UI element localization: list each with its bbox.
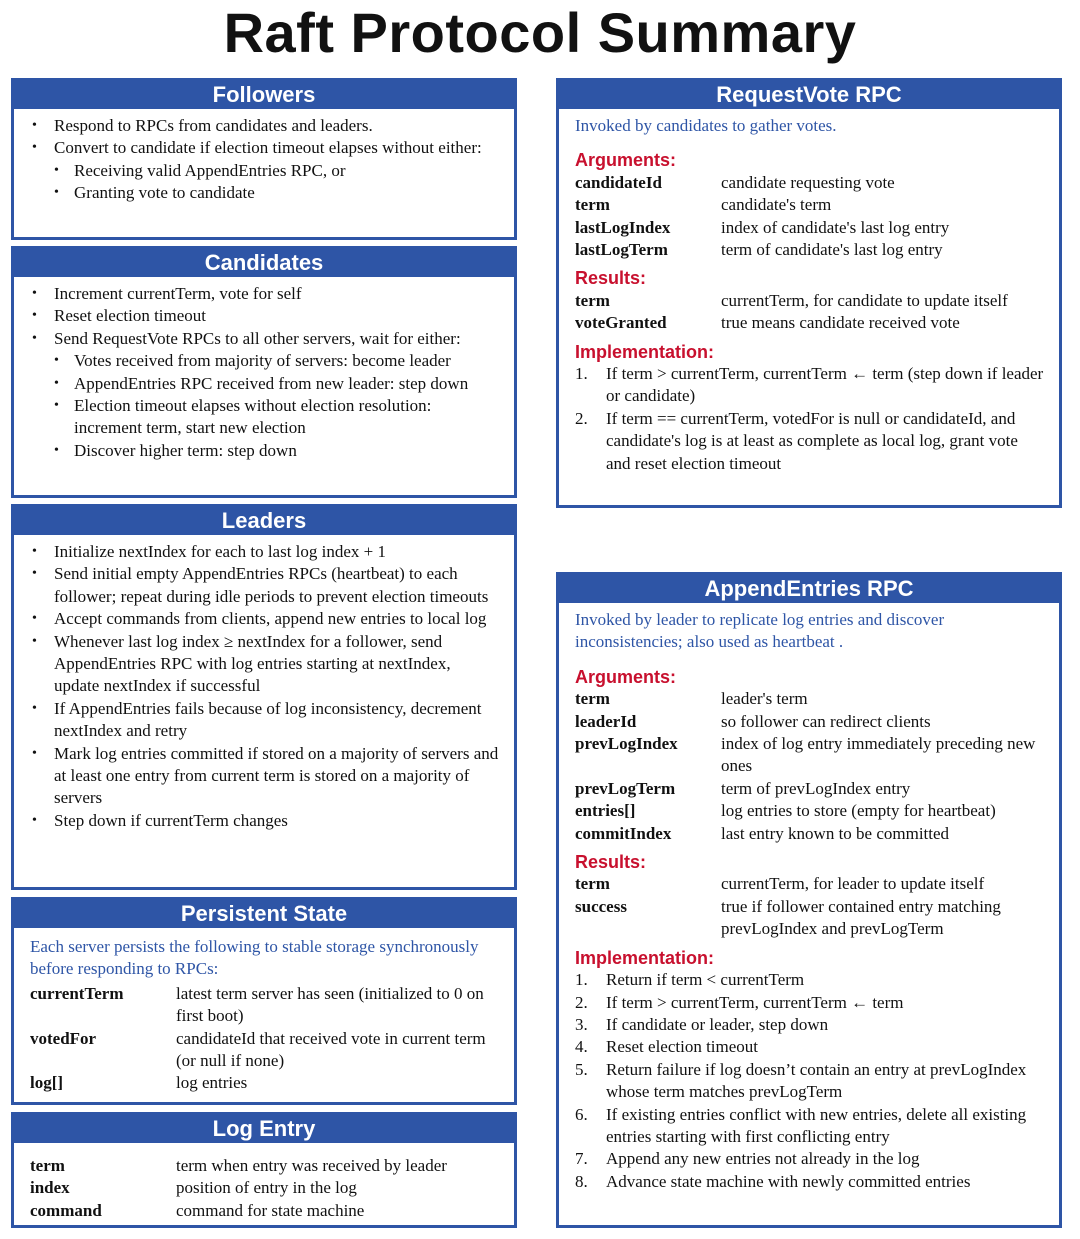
step-text: If term == currentTerm, votedFor is null or candidateId, and candidate's log is at least as complete as local log, grant vote and reset election timeout	[606, 408, 1018, 473]
step-text: If term > currentTerm, currentTerm ← term (step down if leader or candidate)	[606, 364, 1044, 406]
definition-key: candidateId	[575, 172, 662, 192]
right-column	[556, 78, 1062, 1228]
leaders-body	[14, 535, 514, 836]
definition-value: true means candidate received vote	[721, 313, 960, 333]
definition-row	[30, 1028, 500, 1073]
definition-row	[30, 1200, 500, 1222]
leaders-heading: Leaders	[14, 507, 514, 535]
step-number: 8.	[575, 1171, 588, 1191]
definition-row	[30, 1072, 500, 1094]
sub-list-item: • Votes received from majority of servers: become leader	[54, 350, 500, 372]
step-number: 3.	[575, 1014, 588, 1034]
sub-list-item: • AppendEntries RPC received from new leader: step down	[54, 373, 500, 395]
definition-value: last entry known to be committed	[721, 823, 950, 843]
append-entries-box	[556, 572, 1062, 1228]
request-vote-body	[559, 109, 1059, 479]
list-item: • Accept commands from clients, append new entries to local log	[30, 608, 500, 630]
numbered-step	[575, 1104, 1045, 1149]
definition-value: so follower can redirect clients	[721, 711, 931, 731]
definition-row	[575, 778, 1045, 800]
persistent-state-body	[14, 928, 514, 1099]
log-entry-heading: Log Entry	[14, 1115, 514, 1143]
step-text: Return if term < currentTerm	[606, 970, 805, 990]
definition-row	[575, 239, 1045, 261]
definition-value: candidate requesting vote	[721, 172, 895, 192]
list-item: • If AppendEntries fails because of log inconsistency, decrement nextIndex and retry	[30, 698, 500, 743]
definition-key: prevLogIndex	[575, 734, 678, 754]
definition-key: term	[575, 874, 610, 894]
candidates-body	[14, 277, 514, 466]
definition-key: commitIndex	[575, 823, 672, 843]
list-item: • Reset election timeout	[30, 305, 500, 327]
definition-row	[575, 312, 1045, 334]
list-item: • Initialize nextIndex for each to last log index + 1	[30, 541, 500, 563]
left-column	[11, 78, 517, 1228]
arguments-label: Arguments:	[575, 150, 677, 171]
results-label: Results:	[575, 268, 647, 289]
definition-key: voteGranted	[575, 313, 667, 333]
candidates-heading: Candidates	[14, 249, 514, 277]
definition-row	[30, 983, 500, 1028]
request-vote-box	[556, 78, 1062, 508]
definition-row	[30, 1155, 500, 1177]
log-entry-box	[11, 1112, 517, 1228]
definition-row	[575, 711, 1045, 733]
numbered-step	[575, 1148, 1045, 1170]
definition-row	[575, 873, 1045, 895]
definition-key: prevLogTerm	[575, 778, 676, 798]
definition-value: leader's term	[721, 689, 808, 709]
numbered-step	[575, 1014, 1045, 1036]
request-vote-intro: Invoked by candidates to gather votes.	[575, 116, 837, 135]
definition-value: candidate's term	[721, 195, 832, 215]
page-title: Raft Protocol Summary	[223, 1, 857, 64]
definition-row	[575, 733, 1045, 778]
step-number: 4.	[575, 1037, 588, 1057]
leaders-box	[11, 504, 517, 890]
definition-key: lastLogTerm	[575, 240, 668, 260]
candidates-box	[11, 246, 517, 498]
definition-value: currentTerm, for candidate to update itself	[721, 290, 1008, 310]
definition-key: lastLogIndex	[575, 217, 671, 237]
definition-value: term of candidate's last log entry	[721, 240, 943, 260]
list-item	[30, 137, 500, 204]
sub-list-item: • Receiving valid AppendEntries RPC, or	[54, 160, 500, 182]
arguments-label: Arguments:	[575, 666, 677, 687]
persistent-state-intro: Each server persists the following to stable storage synchronously before responding to RPCs:	[30, 937, 479, 979]
definition-value: term when entry was received by leader	[176, 1156, 447, 1175]
implementation-label: Implementation:	[575, 341, 715, 362]
definition-value: currentTerm, for leader to update itself	[721, 874, 985, 894]
step-number: 2.	[575, 408, 588, 428]
definition-row	[575, 194, 1045, 216]
log-entry-body	[14, 1143, 514, 1226]
list-item: • Mark log entries committed if stored on a majority of servers and at least one entry from current term is stored on a majority of servers	[30, 743, 500, 810]
followers-body	[14, 109, 514, 209]
list-item-text: Send RequestVote RPCs to all other servers, wait for either:	[54, 328, 461, 348]
numbered-step	[575, 1036, 1045, 1058]
definition-key: command	[30, 1200, 102, 1220]
definition-row	[575, 172, 1045, 194]
definition-key: success	[575, 896, 627, 916]
list-item: • Whenever last log index ≥ nextIndex for a follower, send AppendEntries RPC with log entries starting at nextIndex, update nextIndex if successful	[30, 631, 500, 698]
definition-value: command for state machine	[176, 1200, 365, 1220]
step-text: If term > currentTerm, currentTerm ← term	[606, 992, 904, 1012]
step-text: Reset election timeout	[606, 1037, 759, 1057]
definition-value: index of candidate's last log entry	[721, 217, 950, 237]
definition-row	[575, 217, 1045, 239]
definition-value: index of log entry immediately preceding new ones	[721, 734, 1036, 776]
definition-key: term	[575, 195, 610, 215]
definition-key: currentTerm	[30, 983, 124, 1003]
step-number: 2.	[575, 992, 588, 1012]
step-number: 7.	[575, 1149, 588, 1169]
definition-row	[575, 290, 1045, 312]
definition-value: log entries to store (empty for heartbeat)	[721, 801, 996, 821]
definition-row	[30, 1177, 500, 1199]
numbered-step	[575, 1059, 1045, 1104]
list-item: • Respond to RPCs from candidates and leaders.	[30, 115, 500, 137]
step-text: Advance state machine with newly committed entries	[606, 1171, 971, 1191]
sub-list-item: • Discover higher term: step down	[54, 440, 500, 462]
definition-key: term	[575, 290, 610, 310]
step-number: 1.	[575, 364, 588, 384]
definition-row	[575, 896, 1045, 941]
followers-heading: Followers	[14, 81, 514, 109]
definition-value: latest term server has seen (initialized to 0 on first boot)	[176, 983, 484, 1026]
numbered-step	[575, 992, 1045, 1014]
list-item: • Send initial empty AppendEntries RPCs (heartbeat) to each follower; repeat during idle periods to prevent election timeouts	[30, 563, 500, 608]
sub-list-item: • Election timeout elapses without election resolution: increment term, start new election	[54, 395, 500, 440]
definition-value: true if follower contained entry matching prevLogIndex and prevLogTerm	[721, 896, 1001, 939]
step-text: If candidate or leader, step down	[606, 1014, 829, 1034]
definition-value: term of prevLogIndex entry	[721, 778, 911, 798]
definition-value: log entries	[176, 1073, 248, 1093]
list-item: • Step down if currentTerm changes	[30, 810, 500, 832]
numbered-step	[575, 1171, 1045, 1193]
step-text: Append any new entries not already in the log	[606, 1149, 920, 1169]
step-number: 5.	[575, 1059, 588, 1079]
append-entries-intro: Invoked by leader to replicate log entries and discover inconsistencies; also used as heartbeat .	[575, 610, 945, 652]
append-entries-heading: AppendEntries RPC	[559, 575, 1059, 603]
numbered-step	[575, 969, 1045, 991]
list-item: • Increment currentTerm, vote for self	[30, 283, 500, 305]
numbered-step	[575, 408, 1045, 475]
definition-value: candidateId that received vote in current term (or null if none)	[176, 1028, 486, 1071]
results-label: Results:	[575, 852, 647, 873]
definition-key: index	[30, 1178, 70, 1198]
step-text: If existing entries conflict with new entries, delete all existing entries starting with first conflicting entry	[606, 1104, 1027, 1146]
implementation-label: Implementation:	[575, 947, 715, 968]
definition-key: log[]	[30, 1073, 64, 1093]
definition-key: leaderId	[575, 711, 637, 731]
request-vote-heading: RequestVote RPC	[559, 81, 1059, 109]
list-item	[30, 328, 500, 462]
definition-row	[575, 688, 1045, 710]
followers-box	[11, 78, 517, 240]
persistent-state-heading: Persistent State	[14, 900, 514, 928]
step-number: 6.	[575, 1104, 588, 1124]
numbered-step	[575, 363, 1045, 408]
definition-row	[575, 800, 1045, 822]
list-item-text: Convert to candidate if election timeout elapses without either:	[54, 138, 482, 158]
append-entries-body	[559, 603, 1059, 1197]
definition-row	[575, 823, 1045, 845]
definition-key: entries[]	[575, 801, 636, 821]
definition-key: votedFor	[30, 1028, 97, 1048]
definition-value: position of entry in the log	[176, 1178, 357, 1198]
persistent-state-box	[11, 897, 517, 1105]
definition-key: term	[30, 1156, 65, 1175]
step-text: Return failure if log doesn’t contain an entry at prevLogIndex whose term matches prevLogTerm	[606, 1059, 1027, 1102]
sub-list-item: • Granting vote to candidate	[54, 182, 500, 204]
definition-key: term	[575, 689, 610, 709]
step-number: 1.	[575, 970, 588, 990]
